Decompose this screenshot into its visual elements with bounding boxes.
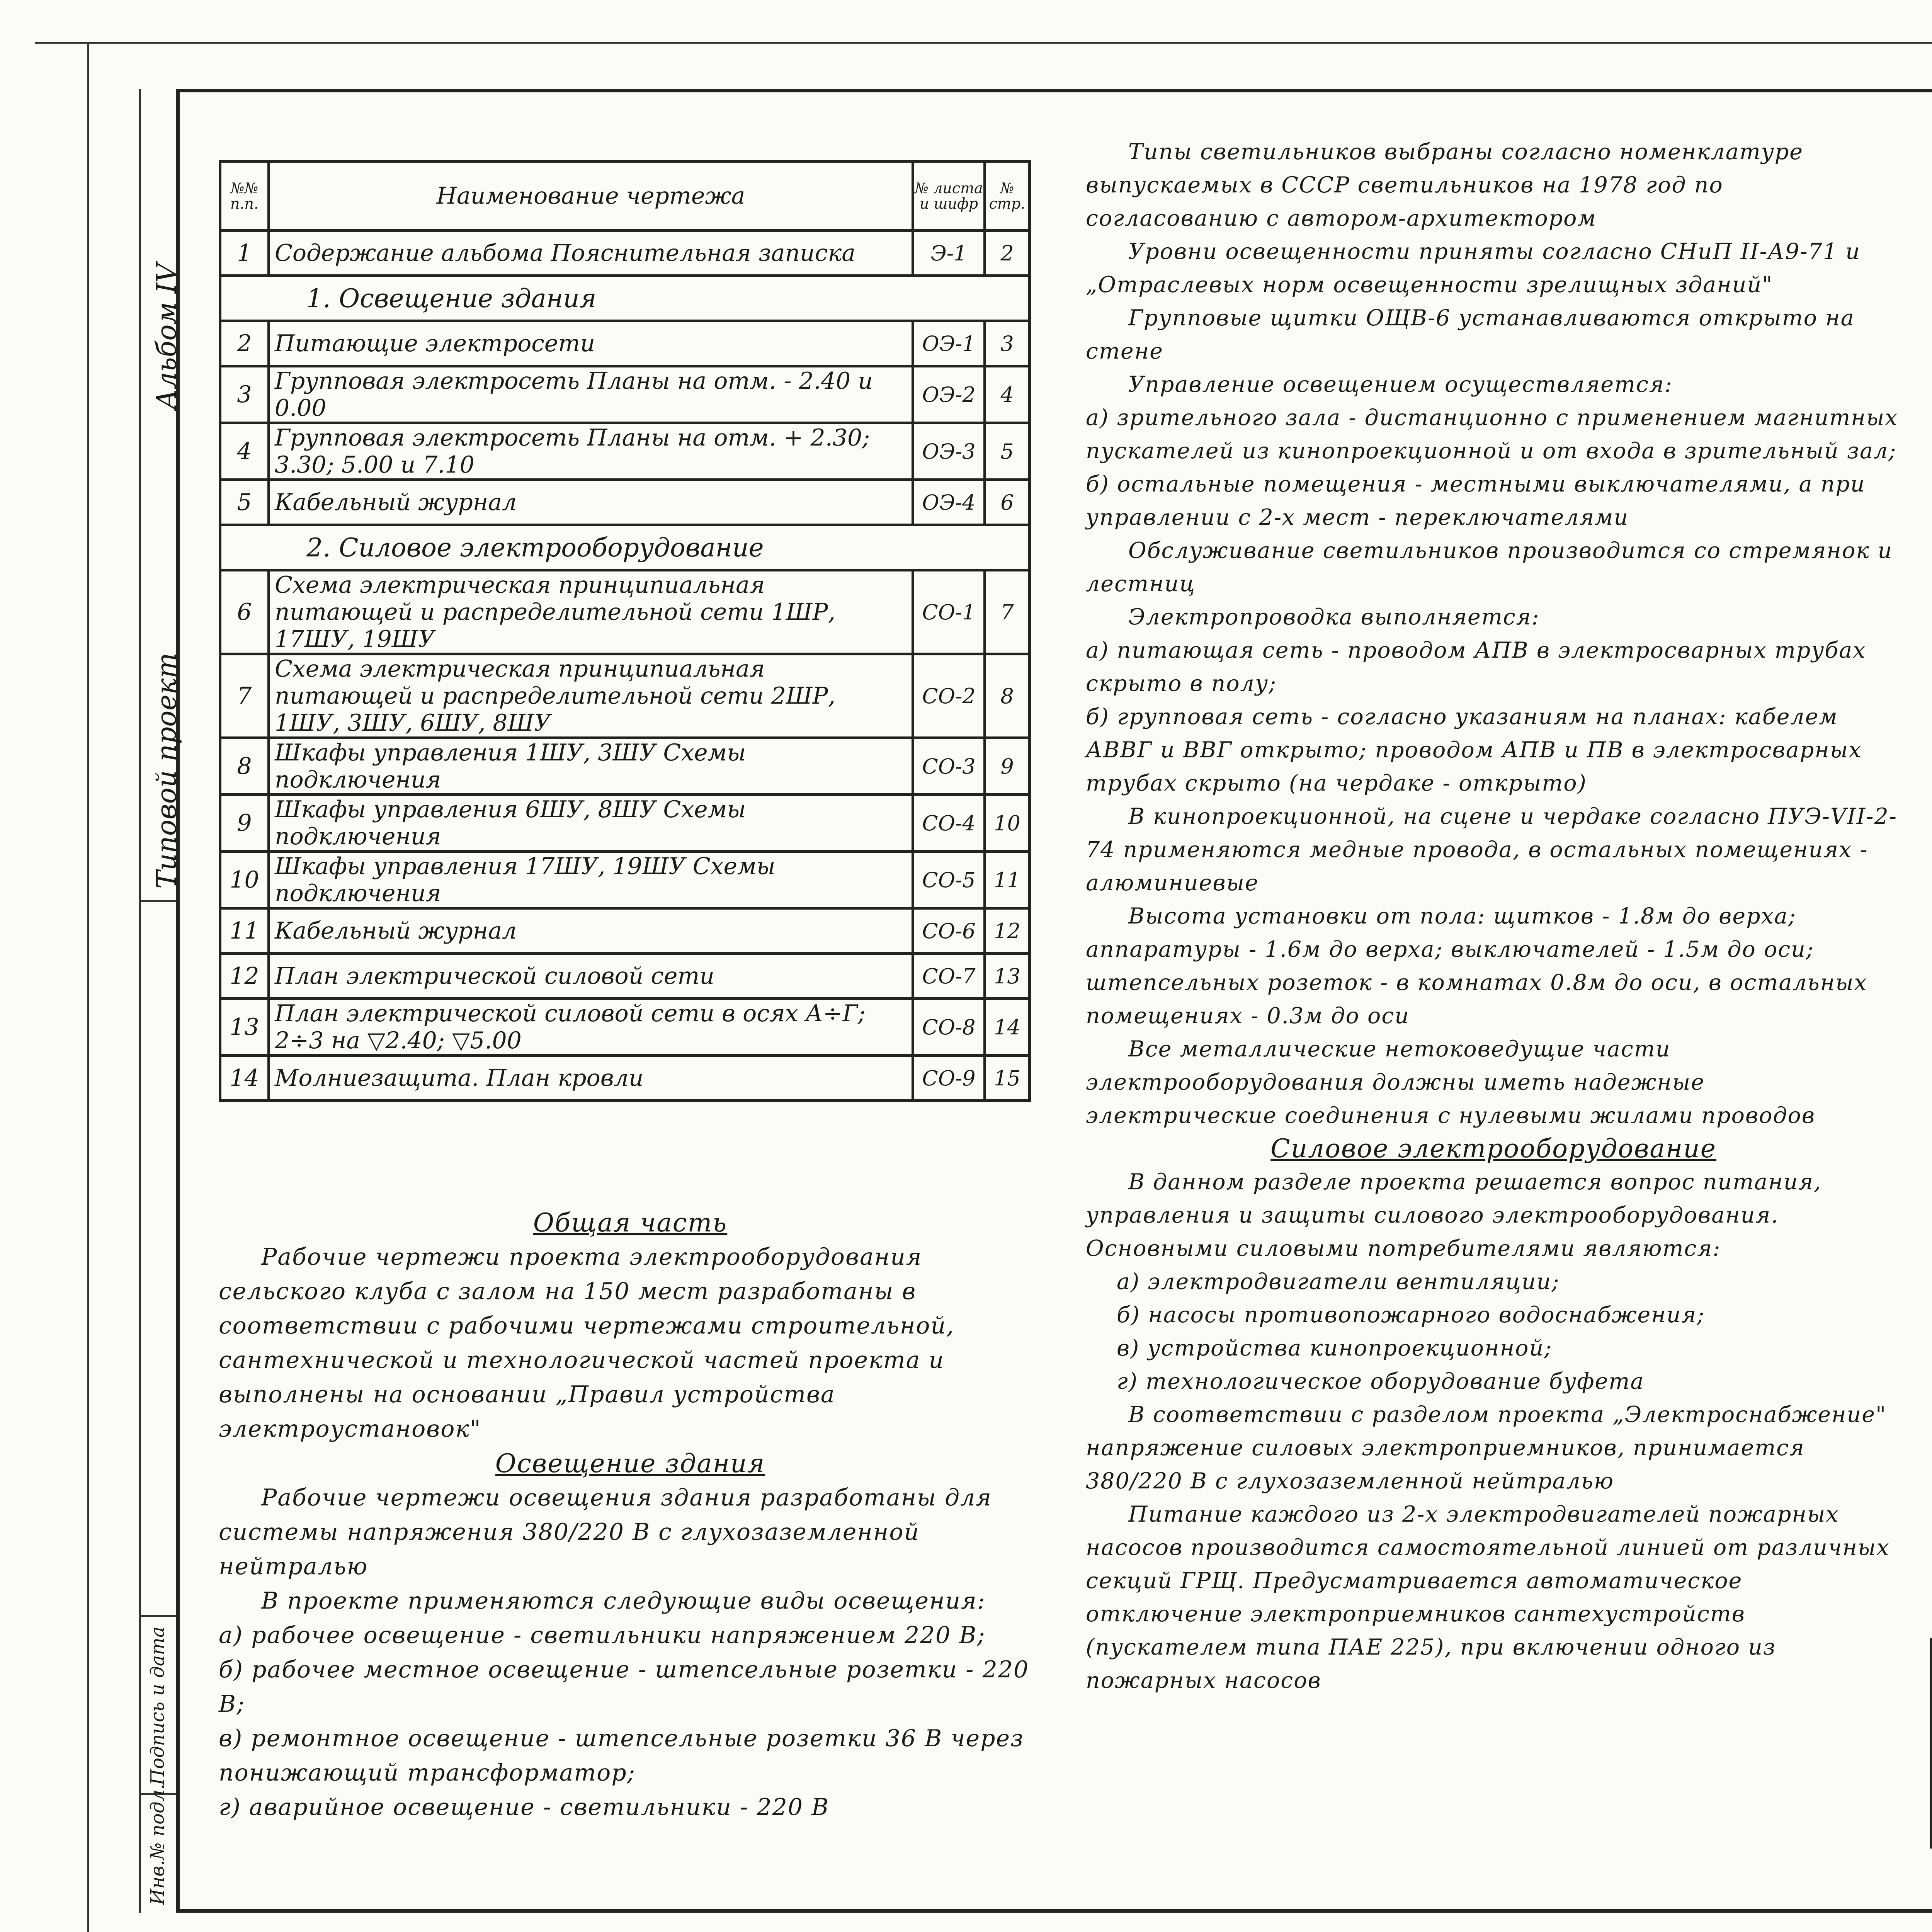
contents-name: Молниезащита. План кровли bbox=[269, 1056, 913, 1101]
contents-sheet: СО-7 bbox=[913, 954, 985, 999]
contents-sheet: ОЭ-3 bbox=[913, 423, 985, 480]
middle-paragraph: Типы светильников выбраны согласно номенклатуре выпускаемых в СССР светильников на 1978 год по согласованию с автором-архитектором bbox=[1086, 139, 1804, 231]
contents-num: 6 bbox=[220, 570, 269, 654]
contents-sheet: СО-6 bbox=[913, 908, 985, 954]
header-sheet: № листа и шифр bbox=[913, 162, 985, 231]
contents-name: Шкафы управления 17ШУ, 19ШУ Схемы подключения bbox=[269, 852, 913, 908]
contents-row bbox=[220, 999, 1030, 1056]
power-item: в) устройства кинопроекционной; bbox=[1117, 1335, 1553, 1361]
contents-page: 8 bbox=[985, 654, 1030, 738]
contents-page: 4 bbox=[985, 366, 1030, 423]
left-margin-line bbox=[87, 42, 89, 1932]
side-label-album: Альбом IV bbox=[151, 263, 182, 410]
lighting-item: б) рабочее местное освещение - штепсельные розетки - 220 В; bbox=[219, 1656, 1029, 1718]
left-strip-line bbox=[139, 89, 141, 1913]
contents-section-row bbox=[220, 525, 1030, 570]
contents-sheet: СО-4 bbox=[913, 795, 985, 852]
left-column bbox=[219, 1206, 1042, 1825]
contents-sheet: Э-1 bbox=[913, 231, 985, 276]
power-intro: В данном разделе проекта решается вопрос питания, управления и защиты силового электрооборудования. Основными силовыми потребителями являются: bbox=[1086, 1169, 1822, 1261]
contents-sheet: СО-9 bbox=[913, 1056, 985, 1101]
contents-num: 12 bbox=[220, 954, 269, 999]
middle-paragraph: Высота установки от пола: щитков - 1.8м до верха; аппаратуры - 1.6м до верха; выключателей - 1.5м до оси; штепсельных розеток - в комнатах 0.8м до оси, в остальных помещениях - 0.3м до оси bbox=[1086, 903, 1867, 1029]
middle-paragraph: а) зрительного зала - дистанционно с применением магнитных пускателей из кинопроекционной и от входа в зрительный зал; bbox=[1086, 405, 1898, 464]
contents-row bbox=[220, 366, 1030, 423]
power-heading: Силовое электрооборудование bbox=[1270, 1134, 1716, 1163]
contents-name: Кабельный журнал bbox=[269, 480, 913, 525]
contents-page: 15 bbox=[985, 1056, 1030, 1101]
section-title: 1. Освещение здания bbox=[220, 276, 1030, 321]
contents-sheet: СО-8 bbox=[913, 999, 985, 1056]
outer-border-top bbox=[35, 42, 1932, 44]
contents-page: 13 bbox=[985, 954, 1030, 999]
contents-page: 11 bbox=[985, 852, 1030, 908]
middle-paragraph: Уровни освещенности приняты согласно СНиП II-А9-71 и „Отраслевых норм освещенности зрелищных зданий" bbox=[1086, 239, 1861, 298]
contents-name: План электрической силовой сети в осях А÷Г; 2÷3 на ▽2.40; ▽5.00 bbox=[269, 999, 913, 1056]
contents-sheet: ОЭ-1 bbox=[913, 321, 985, 366]
contents-num: 7 bbox=[220, 654, 269, 738]
contents-num: 9 bbox=[220, 795, 269, 852]
contents-sheet: ОЭ-4 bbox=[913, 480, 985, 525]
contents-page: 10 bbox=[985, 795, 1030, 852]
contents-num: 1 bbox=[220, 231, 269, 276]
section-title: 2. Силовое электрооборудование bbox=[220, 525, 1030, 570]
contents-name: План электрической силовой сети bbox=[269, 954, 913, 999]
contents-num: 10 bbox=[220, 852, 269, 908]
contents-name: Кабельный журнал bbox=[269, 908, 913, 954]
middle-paragraph: Электропроводка выполняется: bbox=[1128, 604, 1540, 630]
contents-sheet: СО-1 bbox=[913, 570, 985, 654]
middle-paragraph: Все металлические нетоковедущие части электрооборудования должны иметь надежные электрические соединения с нулевыми жилами проводов bbox=[1086, 1036, 1816, 1128]
contents-sheet: СО-2 bbox=[913, 654, 985, 738]
contents-name: Питающие электросети bbox=[269, 321, 913, 366]
lighting-item: в) ремонтное освещение - штепсельные розетки 36 В через понижающий трансформатор; bbox=[219, 1725, 1024, 1786]
contents-page: 9 bbox=[985, 738, 1030, 795]
contents-num: 11 bbox=[220, 908, 269, 954]
contents-row bbox=[220, 423, 1030, 480]
contents-section-row bbox=[220, 276, 1030, 321]
contents-num: 4 bbox=[220, 423, 269, 480]
contents-num: 2 bbox=[220, 321, 269, 366]
lighting-item: а) рабочее освещение - светильники напряжением 220 В; bbox=[219, 1622, 986, 1649]
contents-row bbox=[220, 852, 1030, 908]
contents-name: Групповая электросеть Планы на отм. - 2.40 и 0.00 bbox=[269, 366, 913, 423]
contents-row bbox=[220, 231, 1030, 276]
side-label-inventory: Инв.№ подл. bbox=[147, 1784, 168, 1905]
middle-paragraph: а) питающая сеть - проводом АПВ в электросварных трубах скрыто в полу; bbox=[1086, 638, 1866, 696]
power-paragraph: В соответствии с разделом проекта „Электроснабжение" напряжение силовых электроприемников, принимается 380/220 В с глухозаземленной нейтралью bbox=[1086, 1402, 1887, 1494]
lighting-intro: В проекте применяются следующие виды освещения: bbox=[261, 1587, 986, 1614]
header-name: Наименование чертежа bbox=[269, 162, 913, 231]
power-item: б) насосы противопожарного водоснабжения; bbox=[1117, 1302, 1705, 1328]
contents-name: Шкафы управления 6ШУ, 8ШУ Схемы подключения bbox=[269, 795, 913, 852]
power-item: а) электродвигатели вентиляции; bbox=[1117, 1269, 1560, 1294]
contents-num: 5 bbox=[220, 480, 269, 525]
middle-paragraph: Обслуживание светильников производится со стремянок и лестниц bbox=[1086, 538, 1893, 597]
contents-table bbox=[219, 160, 1031, 1102]
contents-num: 14 bbox=[220, 1056, 269, 1101]
contents-num: 3 bbox=[220, 366, 269, 423]
lighting-body: Рабочие чертежи освещения здания разработаны для системы напряжения 380/220 В с глухозаземленной нейтралью bbox=[219, 1484, 992, 1580]
header-num: №№ п.п. bbox=[220, 162, 269, 231]
lighting-item: г) аварийное освещение - светильники - 220 В bbox=[219, 1794, 830, 1821]
contents-page: 6 bbox=[985, 480, 1030, 525]
side-label-signature: Подпись и дата bbox=[147, 1626, 168, 1785]
side-label-project: Типовой проект bbox=[151, 653, 182, 889]
power-item: г) технологическое оборудование буфета bbox=[1117, 1369, 1645, 1394]
contents-row bbox=[220, 954, 1030, 999]
middle-paragraph: б) групповая сеть - согласно указаниям на планах: кабелем АВВГ и ВВГ открыто; проводом АПВ и ПВ в электросварных трубах скрыто (на чердаке - открыто) bbox=[1086, 704, 1862, 796]
middle-paragraph: В кинопроекционной, на сцене и чердаке согласно ПУЭ-VII-2-74 применяются медные провода, в остальных помещениях - алюминиевые bbox=[1086, 804, 1898, 896]
middle-paragraph: Управление освещением осуществляется: bbox=[1128, 372, 1673, 397]
contents-name: Содержание альбома Пояснительная записка bbox=[269, 231, 913, 276]
contents-sheet: ОЭ-2 bbox=[913, 366, 985, 423]
contents-page: 2 bbox=[985, 231, 1030, 276]
contents-page: 12 bbox=[985, 908, 1030, 954]
contents-name: Шкафы управления 1ШУ, 3ШУ Схемы подключения bbox=[269, 738, 913, 795]
contents-sheet: СО-3 bbox=[913, 738, 985, 795]
contents-row bbox=[220, 908, 1030, 954]
contents-sheet: СО-5 bbox=[913, 852, 985, 908]
contents-row bbox=[220, 480, 1030, 525]
middle-paragraph: б) остальные помещения - местными выключателями, а при управлении с 2-х мест - переключателями bbox=[1086, 471, 1866, 530]
middle-paragraph: Групповые щитки ОЩВ-6 устанавливаются открыто на стене bbox=[1086, 305, 1855, 364]
side-divider-2 bbox=[139, 1615, 176, 1617]
contents-row bbox=[220, 321, 1030, 366]
contents-name: Схема электрическая принципиальная питающей и распределительной сети 1ШР, 17ШУ, 19ШУ bbox=[269, 570, 913, 654]
contents-row bbox=[220, 795, 1030, 852]
contents-name: Схема электрическая принципиальная питающей и распределительной сети 2ШР, 1ШУ, 3ШУ, 6ШУ, 8ШУ bbox=[269, 654, 913, 738]
power-paragraph: Питание каждого из 2-х электродвигателей пожарных насосов производится самостоятельной линией от различных секций ГРЩ. Предусматривается автоматическое отключение электроприемников сантехустройств (пускателем типа ПАЕ 225), при включении одного из пожарных насосов bbox=[1086, 1502, 1890, 1693]
title-block bbox=[1930, 1638, 1932, 1849]
contents-page: 7 bbox=[985, 570, 1030, 654]
contents-page: 5 bbox=[985, 423, 1030, 480]
header-page: № стр. bbox=[985, 162, 1030, 231]
contents-name: Групповая электросеть Планы на отм. + 2.30; 3.30; 5.00 и 7.10 bbox=[269, 423, 913, 480]
contents-row bbox=[220, 654, 1030, 738]
contents-page: 14 bbox=[985, 999, 1030, 1056]
contents-row bbox=[220, 1056, 1030, 1101]
side-divider-1 bbox=[139, 900, 176, 902]
lighting-heading: Освещение здания bbox=[495, 1449, 765, 1478]
contents-row bbox=[220, 738, 1030, 795]
middle-column bbox=[1086, 135, 1901, 1697]
contents-page: 3 bbox=[985, 321, 1030, 366]
contents-row bbox=[220, 570, 1030, 654]
general-body: Рабочие чертежи проекта электрооборудования сельского клуба с залом на 150 мест разработаны в соответствии с рабочими чертежами строительной, сантехнической и технологической частей проекта и выполнены на основании „Правил устройства электроустановок" bbox=[219, 1243, 955, 1442]
contents-num: 13 bbox=[220, 999, 269, 1056]
general-heading: Общая часть bbox=[533, 1208, 728, 1238]
contents-num: 8 bbox=[220, 738, 269, 795]
contents-body bbox=[220, 231, 1030, 1101]
